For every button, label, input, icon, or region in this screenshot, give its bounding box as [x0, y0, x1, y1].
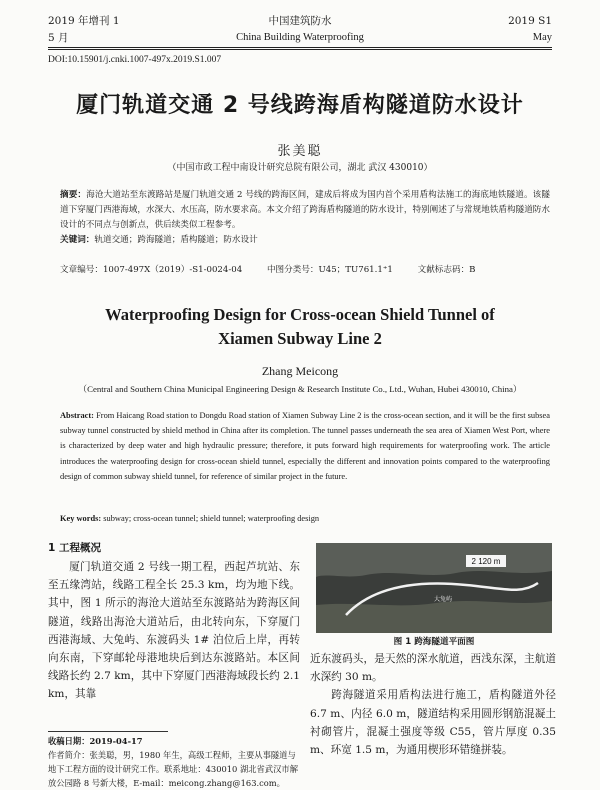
header-center [200, 14, 400, 45]
document-code: 文献标志码：B [417, 265, 476, 275]
header-journal-en: China Building Waterproofing [236, 32, 364, 43]
body-column-right [310, 650, 556, 759]
body-column-left [48, 558, 300, 704]
author-en: Zhang Meicong [261, 364, 339, 378]
header-rule-thin [48, 49, 552, 50]
header-rule [48, 47, 552, 48]
footnote [48, 734, 304, 790]
clc-number: 中图分类号：U45；TU761.1⁺1 [266, 265, 393, 275]
doi-line: DOI:10.15901/j.cnki.1007-497x.2019.S1.007 [48, 55, 222, 65]
header-issue: 2019 年增刊 1 [48, 15, 120, 27]
header-month-en: May [532, 32, 552, 43]
figure-map [316, 543, 552, 633]
article-meta [60, 263, 497, 275]
keywords-en-text: subway; cross-ocean tunnel; shield tunnel; waterproofing design [103, 514, 320, 523]
header-volume: 2019 S1 [508, 15, 552, 27]
article-number: 文章编号：1007-497X（2019）-S1-0024-04 [60, 265, 243, 275]
title-cn: 厦门轨道交通 2 号线跨海盾构隧道防水设计 [76, 93, 524, 118]
abstract-cn-label: 摘要： [60, 190, 87, 200]
title-en-line1: Waterproofing Design for Cross-ocean Shield Tunnel of [105, 305, 495, 324]
keywords-cn-text: 轨道交通；跨海隧道；盾构隧道；防水设计 [94, 235, 258, 245]
keywords-cn-label: 关键词： [60, 235, 95, 245]
author-cn: 张美聪 [277, 144, 323, 159]
header-month: 5 月 [48, 32, 69, 44]
abstract-en-text: From Haicang Road station to Dongdu Road station of Xiamen Subway Line 2 is the cross-ocean section, and it will be the first subsea subway tunnel constructed by shield method in China after its completion. The tunnel passes underneath the sea area of Xiamen West Port, where is characterized by deep water and high hydraulic pressure; therefore, it puts forward high requirements for waterproofing work. The article introduces the waterproofing design for cross-ocean shield tunnel, especially the different and innovation points compared to the waterproofing design of common subway shield tunnel, for reference of similar project in the future. [60, 411, 550, 481]
affiliation-en: （Central and Southern China Municipal Engineering Design & Research Institute Co., Ltd., Wuhan, Hubei 430010, China） [78, 384, 522, 394]
keywords-en-label: Key words: [60, 514, 102, 523]
map-land-north [316, 543, 552, 577]
distance-label: 2 120 m [471, 557, 501, 566]
header-journal-cn: 中国建筑防水 [268, 15, 332, 27]
title-en-line2: Xiamen Subway Line 2 [218, 329, 382, 348]
received-date: 收稿日期：2019-04-17 [48, 736, 143, 746]
author-bio: 作者简介：张美聪，男，1980 年生，高级工程师，主要从事隧道与地下工程方面的设计研究工作。联系地址：430010 湖北省武汉市解放公园路 8 号新大楼，E-mail：meicong.zhang@163.com。 [48, 750, 299, 788]
abstract-en-label: Abstract: [60, 411, 94, 420]
body-paragraph: 厦门轨道交通 2 号线一期工程，西起芦坑站、东至五缘湾站，线路工程全长 25.3 km，均为地下线。其中，图 1 所示的海沧大道站至东渡路站为跨海区间隧道，线路出海沧大道站后，由北转向东，下穿厦门西港海域、大兔屿、东渡码头 1# 泊位后上岸，再转向东南，下穿邮轮母港地块后到达东渡路站。本区间线路长约 2.7 km，其中下穿厦门西港海域段长约 2.1 km，其靠 [48, 561, 300, 701]
header-right [508, 14, 552, 45]
section-heading: 1 工程概况 [48, 542, 101, 554]
title-en [0, 303, 600, 351]
figure-caption: 图 1 跨海隧道平面图 [393, 637, 475, 647]
header-left [48, 14, 120, 45]
abstract-cn-text: 海沧大道站至东渡路站是厦门轨道交通 2 号线的跨海区间，建成后将成为国内首个采用盾构法施工的海底地铁隧道。该隧道下穿厦门西港海域，水深大、水压高，防水要求高。本文介绍了跨海盾构隧道的防水设计，特别阐述了与常规地铁盾构隧道防水设计的不同点与创新点，供后续类似工程参考。 [60, 190, 550, 230]
map-land-south [316, 601, 552, 633]
affiliation-cn: （中国市政工程中南设计研究总院有限公司，湖北 武汉 430010） [167, 163, 433, 173]
abstract-en [60, 408, 550, 484]
abstract-cn [60, 188, 550, 248]
footnote-rule [48, 731, 168, 732]
body-paragraph-cont: 近东渡码头，是天然的深水航道，西浅东深，主航道水深约 30 m。 [310, 653, 556, 684]
island-label: 大兔屿 [434, 596, 453, 603]
keywords-en [60, 514, 550, 523]
map-image [316, 543, 552, 633]
body-paragraph: 跨海隧道采用盾构法进行施工，盾构隧道外径 6.7 m、内径 6.0 m，隧道结构采用圆形钢筋混凝土衬砌管片，混凝土强度等级 C55，管片厚度 0.35 m、环宽 1.5 m，为通用楔形环错缝拼装。 [310, 689, 556, 757]
